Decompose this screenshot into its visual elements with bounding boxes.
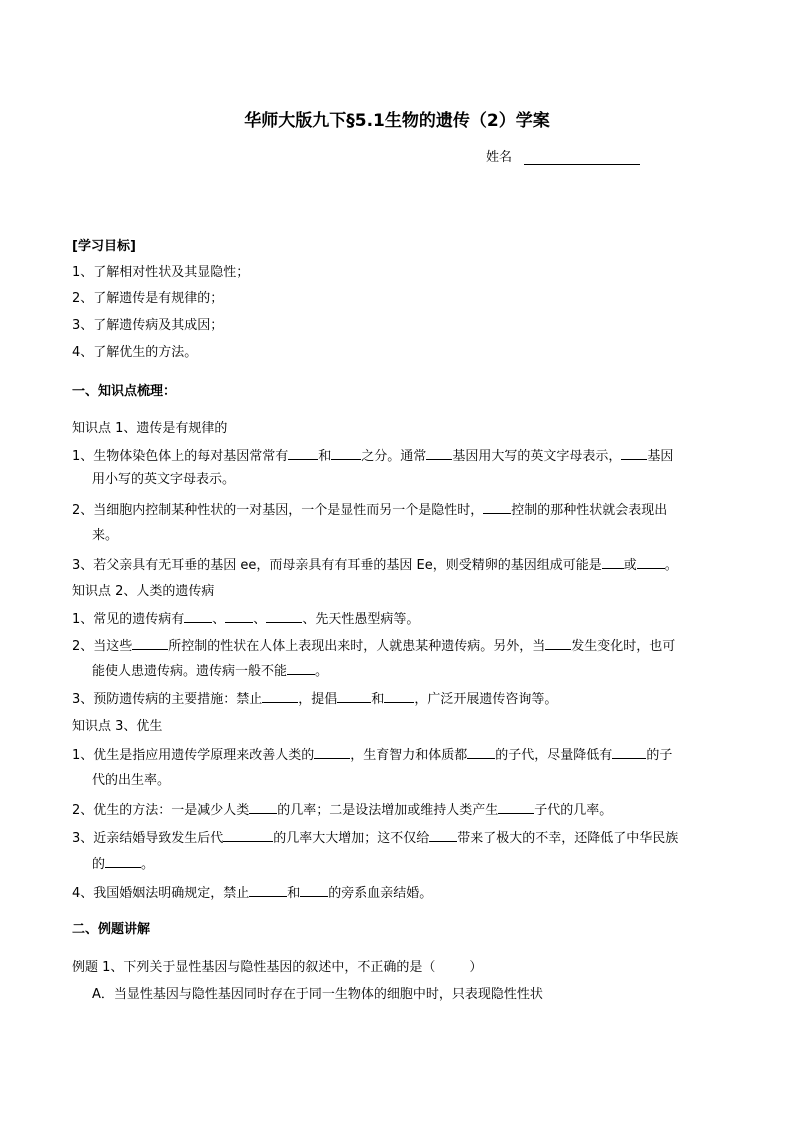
name-blank[interactable] [524, 150, 640, 165]
text: 和 [287, 886, 301, 901]
answer-blank[interactable] [612, 746, 646, 759]
kp3-item-1 [72, 746, 672, 765]
text: 1、优生是指应用遗传学原理来改善人类的 [72, 748, 315, 763]
text: 。 [664, 558, 678, 573]
text: 4、我国婚姻法明确规定，禁止 [72, 886, 250, 901]
text: 、 [212, 612, 226, 627]
kp3-item-1-cont: 代的出生率。 [92, 773, 171, 788]
text: 带来了极大的不幸，还降低了中华民族 [457, 831, 679, 846]
text: 2、当这些 [72, 639, 133, 654]
section-heading-knowledge: 一、知识点梳理： [72, 384, 177, 399]
text: 1、常见的遗传病有 [72, 612, 185, 627]
kp2-item-2-cont [92, 662, 328, 681]
objective-item: 1、了解相对性状及其显隐性； [72, 265, 250, 280]
text: 3、若父亲具有无耳垂的基因 ee，而母亲具有有耳垂的基因 Ee，则受精卵的基因组成可能是 [72, 558, 602, 573]
kp2-item-3 [72, 690, 557, 709]
text: ） [469, 960, 483, 975]
text: 3、近亲结婚导致发生后代 [72, 831, 224, 846]
section-heading-examples: 二、例题讲解 [72, 922, 151, 937]
kp1-item-1 [72, 447, 673, 466]
text: 和 [371, 692, 385, 707]
answer-blank[interactable] [621, 447, 647, 460]
answer-blank[interactable] [426, 447, 452, 460]
objective-item: 3、了解遗传病及其成因； [72, 318, 224, 333]
name-label: 姓名 [486, 150, 513, 165]
kp3-item-3 [72, 829, 678, 848]
text: ，广泛开展遗传咨询等。 [414, 692, 558, 707]
answer-blank[interactable] [602, 556, 624, 569]
text: 2、优生的方法：一是减少人类 [72, 803, 250, 818]
kp1-item-2-cont: 来。 [92, 528, 119, 543]
text: 的子代，尽量降低有 [495, 748, 613, 763]
kp3-item-4 [72, 884, 432, 903]
kp3-item-2 [72, 801, 612, 820]
kp1-item-1-cont: 用小写的英文字母表示。 [92, 472, 236, 487]
kp1-item-3 [72, 556, 678, 575]
text: 3、预防遗传病的主要措施：禁止 [72, 692, 263, 707]
text: 控制的那种性状就会表现出 [511, 503, 668, 518]
answer-blank[interactable] [225, 610, 253, 623]
answer-blank[interactable] [314, 746, 350, 759]
text: 、先天性愚型病等。 [302, 612, 420, 627]
answer-blank[interactable] [337, 690, 371, 703]
answer-blank[interactable] [429, 829, 457, 842]
text: 1、生物体染色体上的每对基因常常有 [72, 449, 289, 464]
kp2-item-2 [72, 637, 675, 656]
text: 所控制的性状在人体上表现出来时，人就患某种遗传病。另外，当 [168, 639, 546, 654]
answer-blank[interactable] [498, 801, 534, 814]
text: 子代的几率。 [534, 803, 613, 818]
page-title: 华师大版九下§5.1生物的遗传（2）学案 [244, 111, 550, 131]
text: 基因用大写的英文字母表示， [452, 449, 622, 464]
text: ，提倡 [298, 692, 338, 707]
kp1-item-2 [72, 501, 667, 520]
answer-blank[interactable] [300, 884, 328, 897]
answer-blank[interactable] [637, 556, 665, 569]
text: 、 [253, 612, 267, 627]
kp1-heading: 知识点 1、遗传是有规律的 [72, 421, 228, 436]
name-field-row [486, 146, 640, 165]
answer-blank[interactable] [287, 662, 315, 675]
answer-blank[interactable] [545, 637, 571, 650]
answer-blank[interactable] [266, 610, 302, 623]
text: 和 [318, 449, 332, 464]
answer-blank[interactable] [223, 829, 273, 842]
text: 能使人患遗传病。遗传病一般不能 [92, 664, 288, 679]
text: 的 [92, 857, 106, 872]
text: 的几率大大增加；这不仅给 [273, 831, 430, 846]
objectives-heading: [学习目标] [72, 239, 136, 254]
text: 2、当细胞内控制某种性状的一对基因，一个是显性而另一个是隐性时， [72, 503, 484, 518]
answer-blank[interactable] [249, 884, 287, 897]
objective-item: 4、了解优生的方法。 [72, 345, 198, 360]
answer-blank[interactable] [132, 637, 168, 650]
answer-blank[interactable] [105, 855, 141, 868]
example-1-question [72, 959, 482, 977]
text: 基因 [647, 449, 674, 464]
answer-blank[interactable] [184, 610, 212, 623]
text: 发生变化时，也可 [571, 639, 676, 654]
answer-blank[interactable] [331, 447, 361, 460]
text: 。 [315, 664, 329, 679]
example-1-option-a: A．当显性基因与隐性基因同时存在于同一生物体的细胞中时，只表现隐性性状 [92, 987, 543, 1002]
answer-blank[interactable] [467, 746, 495, 759]
answer-blank[interactable] [288, 447, 318, 460]
text: ，生育智力和体质都 [350, 748, 468, 763]
objective-item: 2、了解遗传是有规律的； [72, 291, 224, 306]
text: 例题 1、下列关于显性基因与隐性基因的叙述中，不正确的是（ [72, 960, 436, 975]
text: 的几率；二是设法增加或维持人类产生 [277, 803, 499, 818]
kp2-heading: 知识点 2、人类的遗传病 [72, 584, 215, 599]
text: 的子 [646, 748, 673, 763]
answer-blank[interactable] [249, 801, 277, 814]
text: 之分。通常 [361, 449, 427, 464]
text: 的旁系血亲结婚。 [328, 886, 433, 901]
answer-blank[interactable] [262, 690, 298, 703]
text: 或 [623, 558, 637, 573]
answer-blank[interactable] [384, 690, 414, 703]
kp3-item-3-cont [92, 855, 154, 874]
answer-blank[interactable] [483, 501, 511, 514]
text: 。 [141, 857, 155, 872]
kp2-item-1 [72, 610, 419, 629]
kp3-heading: 知识点 3、优生 [72, 719, 163, 734]
